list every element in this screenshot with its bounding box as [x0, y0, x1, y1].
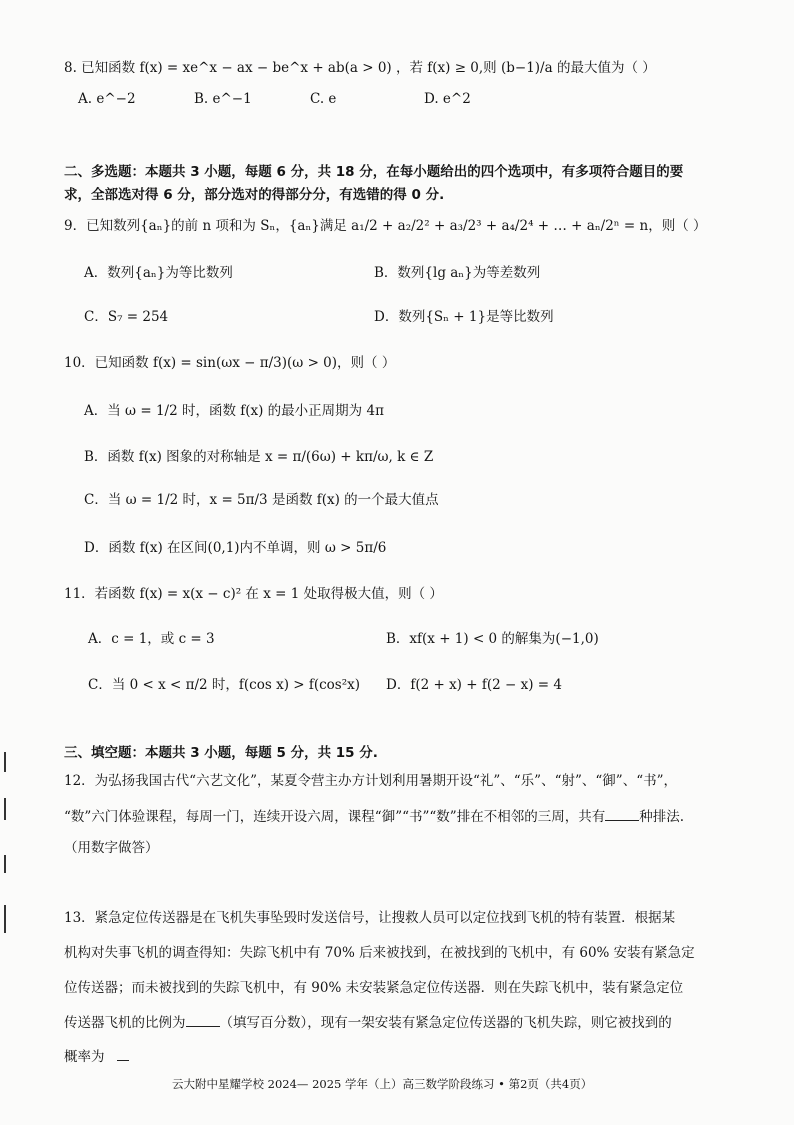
q8-option-c: C. e — [310, 91, 337, 107]
q8-option-a: A. e^−2 — [78, 91, 136, 107]
question-12-line-1: 12．为弘扬我国古代“六艺文化”，某夏令营主办方计划利用暑期开设“礼”、“乐”、“射”、“御”、“书”， — [64, 773, 677, 789]
q9-option-c: C．S₇ = 254 — [84, 309, 169, 325]
page-footer: 云大附中星耀学校 2024— 2025 学年（上）高三数学阶段练习 • 第2页（共4页） — [172, 1077, 593, 1091]
answer-blank[interactable] — [186, 1014, 220, 1027]
q10-option-b: B．函数 f(x) 图象的对称轴是 x = π/(6ω) + kπ/ω, k ∈ Z — [84, 449, 434, 465]
margin-mark — [4, 855, 6, 873]
question-8-stem: 8. 已知函数 f(x) = xe^x − ax − be^x + ab(a > 0) ，若 f(x) ≥ 0,则 (b−1)/a 的最大值为（ ） — [64, 60, 656, 76]
question-12-line-3: （用数字做答） — [64, 840, 159, 856]
q11-option-b: B．xf(x + 1) < 0 的解集为(−1,0) — [386, 631, 599, 647]
question-10-stem: 10．已知函数 f(x) = sin(ωx − π/3)(ω > 0)，则（ ） — [64, 355, 396, 371]
question-13-line-1: 13．紧急定位传送器是在飞机失事坠毁时发送信号，让搜救人员可以定位找到飞机的特有装置．根据某 — [64, 910, 676, 926]
question-12-line-2 — [64, 805, 684, 825]
q11-option-c: C．当 0 < x < π/2 时，f(cos x) > f(cos²x) — [88, 677, 361, 693]
q10-option-c: C．当 ω = 1/2 时，x = 5π/3 是函数 f(x) 的一个最大值点 — [84, 492, 439, 508]
q10-option-d: D．函数 f(x) 在区间(0,1)内不单调，则 ω > 5π/6 — [84, 540, 387, 556]
q11-option-a: A．c = 1，或 c = 3 — [88, 631, 215, 647]
q9-option-d: D．数列{Sₙ + 1}是等比数列 — [374, 309, 554, 325]
q8-option-b: B. e^−1 — [194, 91, 252, 107]
question-11-stem: 11．若函数 f(x) = x(x − c)² 在 x = 1 处取得极大值，则（ ） — [64, 586, 443, 602]
section-3-title: 三、填空题：本题共 3 小题，每题 5 分，共 15 分. — [64, 745, 378, 761]
question-12-text-end: 种排法. — [639, 809, 685, 825]
margin-mark — [4, 752, 6, 772]
section-2-title: 二、多选题：本题共 3 小题，每题 6 分，共 18 分，在每小题给出的四个选项中，有多项符合题目的要 — [64, 164, 684, 180]
question-13-line-2: 机构对失事飞机的调查得知：失踪飞机中有 70% 后来被找到，在被找到的飞机中，有 60% 安装有紧急定 — [64, 945, 695, 961]
q9-option-a: A．数列{aₙ}为等比数列 — [84, 265, 233, 281]
margin-mark — [4, 798, 6, 820]
q11-option-d: D．f(2 + x) + f(2 − x) = 4 — [386, 677, 562, 693]
question-13-line-4 — [64, 1011, 672, 1031]
question-12-text: “数”六门体验课程，每周一门，连续开设六周，课程“御”“书”“数”排在不相邻的三周，共有 — [64, 809, 606, 825]
answer-blank[interactable] — [117, 1048, 129, 1061]
question-13-text-cont: （填写百分数），现有一架安装有紧急定位传送器的飞机失踪，则它被找到的 — [219, 1015, 672, 1031]
section-2-title-cont: 求，全部选对得 6 分，部分选对的得部分分，有选错的得 0 分. — [64, 187, 445, 203]
question-13-line-5 — [64, 1045, 129, 1065]
question-13-line-3: 位传送器；而未被找到的失踪飞机中，有 90% 未安装紧急定位传送器．则在失踪飞机中，装有紧急定位 — [64, 980, 684, 996]
answer-blank[interactable] — [605, 808, 639, 821]
q10-option-a: A．当 ω = 1/2 时，函数 f(x) 的最小正周期为 4π — [84, 403, 384, 419]
question-9-stem: 9．已知数列{aₙ}的前 n 项和为 Sₙ，{aₙ}满足 a₁/2 + a₂/2² + a₃/2³ + a₄/2⁴ + … + aₙ/2ⁿ = n，则（ ） — [64, 218, 707, 234]
question-13-text: 传送器飞机的比例为 — [64, 1015, 186, 1031]
q8-option-d: D. e^2 — [424, 91, 471, 107]
q9-option-b: B．数列{lg aₙ}为等差数列 — [374, 265, 541, 281]
margin-mark — [4, 905, 6, 933]
question-13-text-end: 概率为 — [64, 1049, 105, 1065]
